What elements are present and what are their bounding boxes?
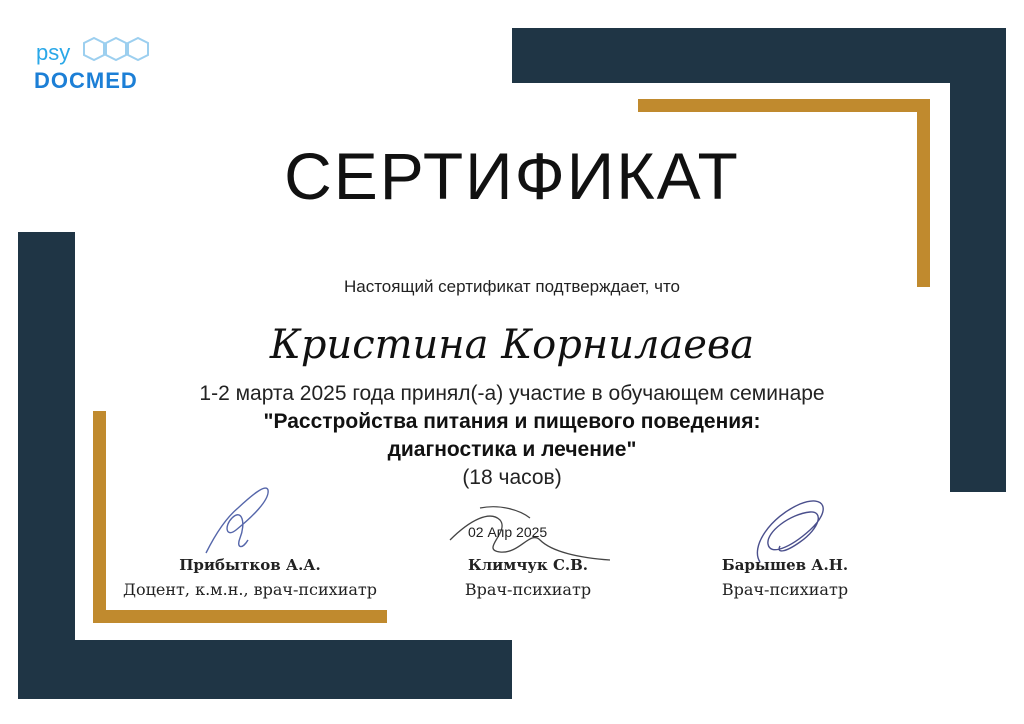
- stamp-date: 02 Апр 2025: [468, 524, 548, 540]
- participation-text: 1-2 марта 2025 года принял(-а) участие в обучающем семинаре: [199, 382, 825, 405]
- signer-name: Барышев А.Н.: [721, 556, 849, 574]
- signer-role: Доцент, к.м.н., врач-психиатр: [122, 580, 377, 599]
- frame-gold-top-h: [638, 99, 930, 112]
- signer-block: [98, 556, 402, 599]
- signature-1: [196, 478, 286, 558]
- signer-block: [398, 556, 658, 599]
- logo-psy-text: psy: [36, 40, 71, 65]
- signer-role: Врач-психиатр: [464, 580, 592, 599]
- seminar-title-line2: диагностика и лечение": [387, 438, 637, 461]
- recipient-name: Кристина Корнилаева: [269, 322, 755, 368]
- hexagon-logo-icon: [82, 36, 152, 70]
- frame-gold-bottom-h: [93, 610, 387, 623]
- signer-name: Климчук С.В.: [467, 556, 589, 574]
- signer-block: [690, 556, 880, 599]
- confirms-text: Настоящий сертификат подтверждает, что: [343, 277, 681, 296]
- psydocmed-logo: [34, 34, 174, 96]
- logo-docmed-text: DOCMED: [34, 68, 138, 93]
- seminar-title-line1: "Расстройства питания и пищевого поведения:: [263, 410, 761, 433]
- hours-text: (18 часов): [462, 466, 562, 489]
- signer-name: Прибытков А.А.: [179, 556, 321, 574]
- signer-role: Врач-психиатр: [721, 580, 849, 599]
- certificate-title: СЕРТИФИКАТ: [284, 139, 740, 213]
